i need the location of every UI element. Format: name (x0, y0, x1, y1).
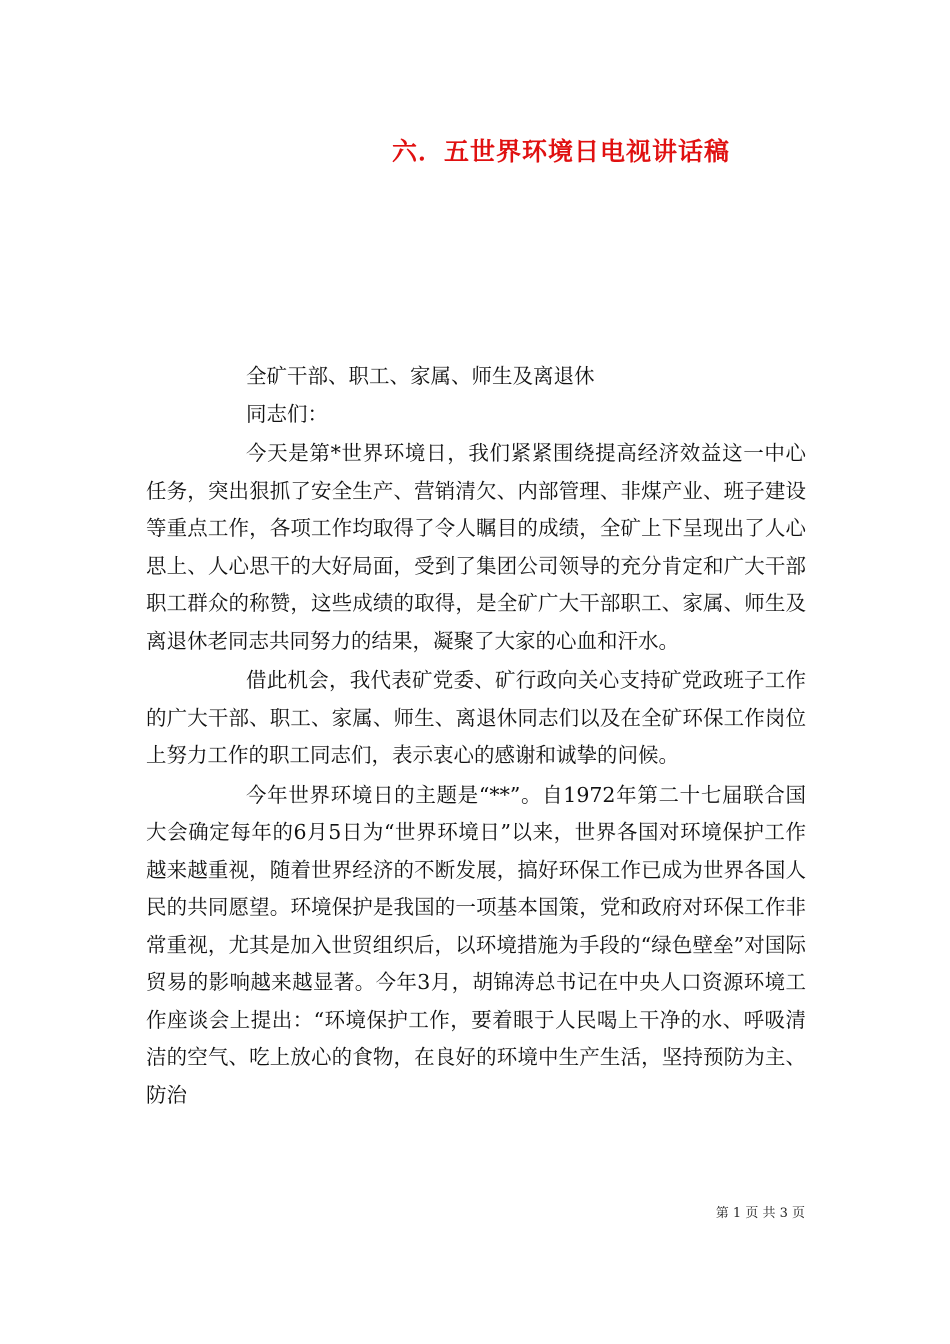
salutation-line-2: 同志们： (246, 401, 328, 426)
paragraph-3: 今年世界环境日的主题是“**”。自1972年第二十七届联合国大会确定每年的6月5日为“世界环境日”以来，世界各国对环境保护工作越来越重视，随着世界经济的不断发展，搞好环保工作已成为世界各国人民的共同愿望。环境保护是我国的一项基本国策，党和政府对环保工作非常重视，尤其是加入世贸组织后，以环境措施为手段的“绿色壁垒”对国际贸易的影响越来越显著。今年3月，胡锦涛总书记在中央人口资源环境工作座谈会上提出：“环境保护工作，要着眼于人民喝上干净的水、呼吸清洁的空气、吃上放心的食物，在良好的环境中生产生活，坚持预防为主、防治 (146, 782, 806, 1107)
paragraph-2: 借此机会，我代表矿党委、矿行政向关心支持矿党政班子工作的广大干部、职工、家属、师生、离退休同志们以及在全矿环保工作岗位上努力工作的职工同志们，表示衷心的感谢和诚挚的问候。 (146, 668, 806, 767)
document-body (146, 358, 806, 1114)
salutation-line-1: 全矿干部、职工、家属、师生及离退休 (246, 364, 595, 388)
paragraph-1: 今天是第*世界环境日，我们紧紧围绕提高经济效益这一中心任务，突出狠抓了安全生产、营销清欠、内部管理、非煤产业、班子建设等重点工作，各项工作均取得了令人瞩目的成绩，全矿上下呈现出了人心思上、人心思干的大好局面，受到了集团公司领导的充分肯定和广大干部职工群众的称赞，这些成绩的取得，是全矿广大干部职工、家属、师生及离退休老同志共同努力的结果，凝聚了大家的心血和汗水。 (146, 441, 806, 653)
page-title: 六．五世界环境日电视讲话稿 (392, 137, 731, 166)
page-number: 第 1 页 共 3 页 (715, 1206, 805, 1221)
